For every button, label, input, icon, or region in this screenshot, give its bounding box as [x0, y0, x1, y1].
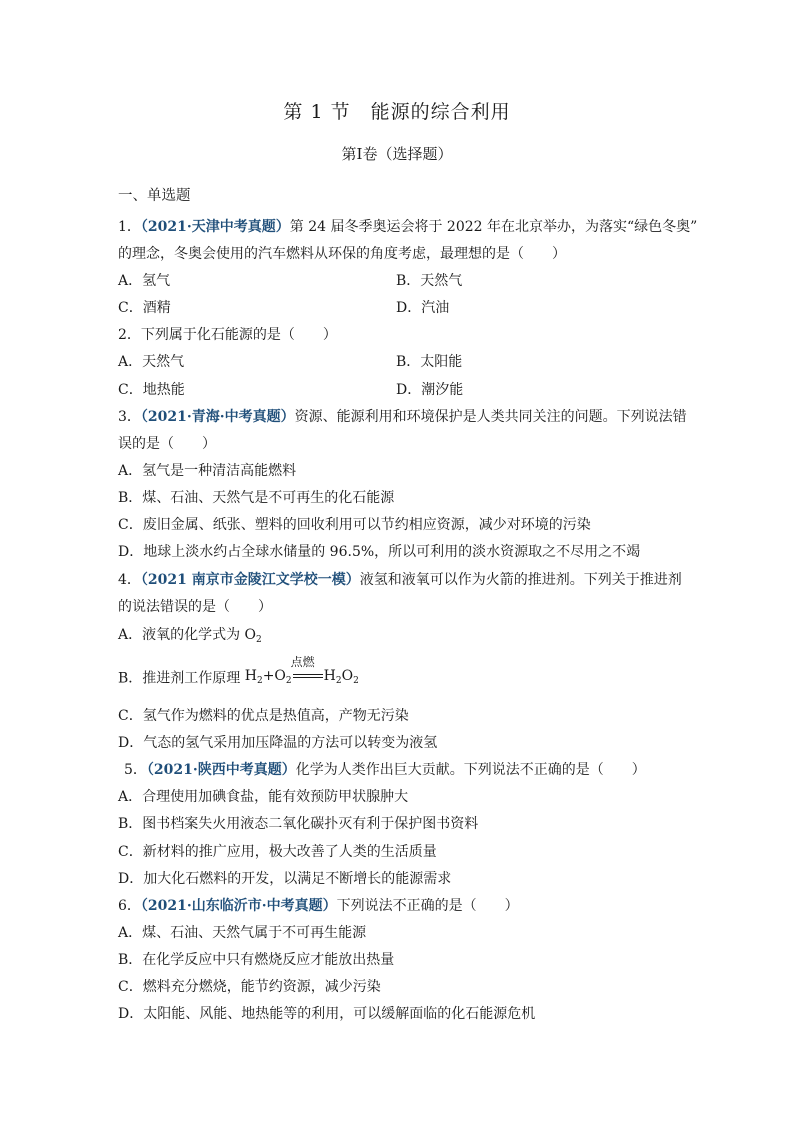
question-source-tag: （2021·青海·中考真题） — [140, 409, 295, 425]
product-o: O — [341, 668, 354, 684]
question-number: 6． — [118, 898, 141, 914]
question-2-option-d: D．潮汐能 — [396, 382, 464, 398]
question-3-option-a: A．氢气是一种清洁高能燃料 — [118, 463, 297, 479]
question-4-line-1 — [118, 570, 682, 590]
reactant-h: H — [244, 668, 257, 684]
question-3-option-b: B．煤、石油、天然气是不可再生的化石能源 — [118, 490, 395, 506]
question-4-option-a — [118, 625, 262, 650]
subscript: 2 — [256, 635, 262, 645]
question-number: 1． — [118, 219, 141, 235]
chemical-equation — [244, 655, 359, 691]
question-6-option-d: D．太阳能、风能、地热能等的利用，可以缓解面临的化石能源危机 — [118, 1006, 536, 1022]
question-number: 2． — [118, 327, 141, 343]
question-6-option-a: A．煤、石油、天然气属于不可再生能源 — [118, 925, 367, 941]
question-5-option-b: B．图书档案失火用液态二氧化碳扑灭有利于保护图书资料 — [118, 816, 479, 832]
question-6-option-b: B．在化学反应中只有燃烧反应才能放出热量 — [118, 952, 395, 968]
question-5-option-d: D．加大化石燃料的开发，以满足不断增长的能源需求 — [118, 871, 452, 887]
question-2-option-c: C．地热能 — [118, 382, 185, 398]
question-5-line-1 — [124, 760, 646, 780]
reaction-condition-arrow — [290, 655, 323, 683]
question-stem: 资源、能源利用和环境保护是人类共同关注的问题。下列说法错 — [294, 409, 687, 425]
question-1-option-b: B．天然气 — [396, 273, 463, 289]
question-4-line-2: 的说法错误的是（ ） — [118, 599, 272, 615]
question-5-option-a: A．合理使用加碘食盐，能有效预防甲状腺肿大 — [118, 789, 409, 805]
question-source-tag: （2021·山东临沂市·中考真题） — [140, 898, 337, 914]
question-6-line-1 — [118, 896, 519, 916]
question-3-option-c: C．废旧金属、纸张、塑料的回收利用可以节约相应资源，减少对环境的污染 — [118, 517, 591, 533]
question-number: 4． — [118, 572, 141, 588]
question-1-option-a: A．氢气 — [118, 273, 171, 289]
subscript: 2 — [285, 676, 292, 686]
subscript: 2 — [353, 676, 359, 686]
option-text: B．推进剂工作原理 — [118, 670, 245, 687]
product-h: H — [323, 668, 336, 684]
question-stem: 第 24 届冬季奥运会将于 2022 年在北京举办，为落实“绿色冬奥” — [289, 219, 698, 235]
option-text: A．液氧的化学式为 O — [118, 627, 257, 643]
question-1-line-1 — [118, 217, 697, 237]
question-3-line-2: 误的是（ ） — [118, 436, 216, 452]
reaction-condition: 点燃 — [290, 655, 315, 669]
question-4-option-b — [118, 655, 359, 691]
question-4-option-d: D．气态的氢气采用加压降温的方法可以转变为液氢 — [118, 735, 438, 751]
question-1-line-2: 的理念，冬奥会使用的汽车燃料从环保的角度考虑，最理想的是（ ） — [118, 246, 566, 262]
reactant-o: +O — [262, 668, 286, 684]
question-3-option-d: D．地球上淡水约占全球水储量的 96.5%，所以可利用的淡水资源取之不尽用之不竭 — [118, 544, 641, 560]
question-number: 5． — [124, 762, 147, 778]
section-heading: 一、单选题 — [118, 188, 191, 204]
question-stem: 液氢和液氧可以作为火箭的推进剂。下列关于推进剂 — [359, 572, 682, 588]
question-5-option-c: C．新材料的推广应用，极大改善了人类的生活质量 — [118, 844, 437, 860]
question-2-line-1 — [118, 325, 337, 345]
question-source-tag: （2021 南京市金陵江文学校一模） — [140, 572, 360, 588]
question-2-option-a: A．天然气 — [118, 354, 185, 370]
question-stem: 下列说法不正确的是（ ） — [336, 898, 519, 914]
subscript: 2 — [256, 676, 263, 686]
page-title: 第 1 节 能源的综合利用 — [283, 101, 511, 123]
question-3-line-1 — [118, 407, 687, 427]
question-2-option-b: B．太阳能 — [396, 354, 463, 370]
question-1-option-d: D．汽油 — [396, 300, 450, 316]
question-source-tag: （2021·陕西中考真题） — [146, 762, 296, 778]
volume-subtitle: 第Ⅰ卷（选择题） — [341, 145, 453, 163]
subscript: 2 — [335, 676, 342, 686]
question-4-option-c: C．氢气作为燃料的优点是热值高，产物无污染 — [118, 708, 409, 724]
question-source-tag: （2021·天津中考真题） — [140, 219, 290, 235]
question-number: 3． — [118, 409, 141, 425]
question-stem: 化学为人类作出巨大贡献。下列说法不正确的是（ ） — [295, 762, 646, 778]
question-stem: 下列属于化石能源的是（ ） — [140, 327, 337, 343]
question-1-option-c: C．酒精 — [118, 300, 171, 316]
question-6-option-c: C．燃料充分燃烧，能节约资源，减少污染 — [118, 979, 381, 995]
